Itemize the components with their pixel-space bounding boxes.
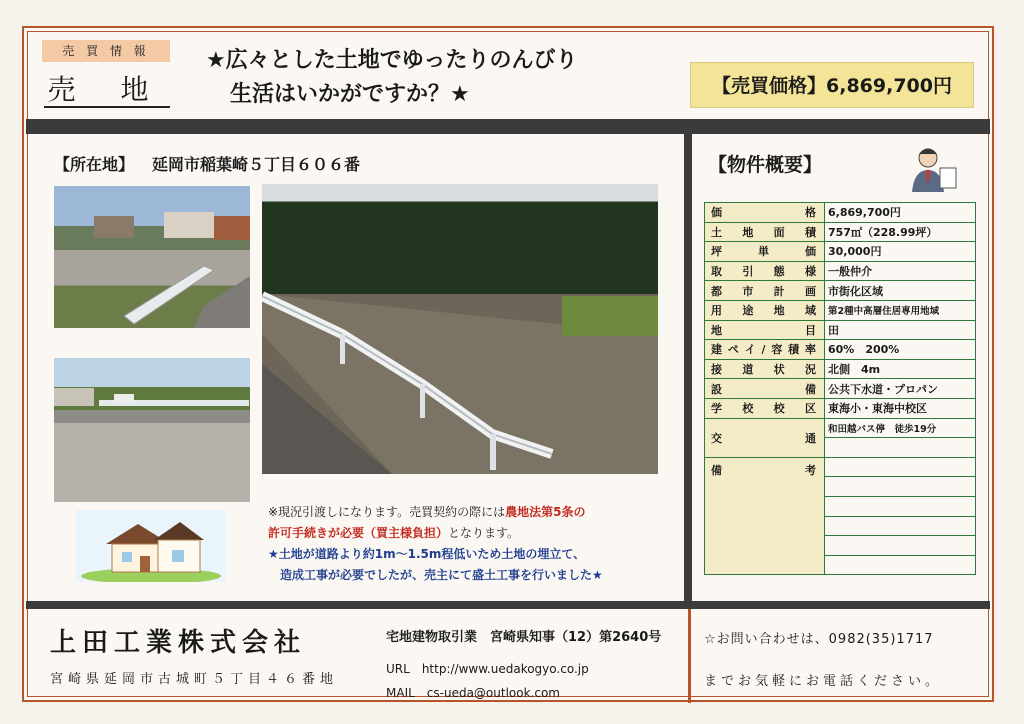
row-key: 坪単価 — [705, 242, 825, 262]
row-key: 接道状況 — [705, 359, 825, 379]
flyer-sheet — [22, 26, 994, 702]
row-key: 用途地域 — [705, 300, 825, 320]
row-value-empty — [825, 536, 976, 556]
company-name: 上田工業株式会社 — [50, 628, 307, 658]
row-key: 地目 — [705, 320, 825, 340]
listing-type: 売 地 — [44, 72, 170, 108]
company-address: 宮崎県延岡市古城町５丁目４６番地 — [50, 672, 339, 687]
table-row — [705, 300, 976, 320]
table-row — [705, 340, 976, 360]
row-value: 第2種中高層住居専用地域 — [825, 300, 976, 320]
remark-2-a: ★土地が道路より約1m～1.5m程低いため土地の埋立て、 — [268, 547, 586, 561]
website — [386, 662, 589, 676]
license-number: 宅地建物取引業 宮崎県知事（12）第2640号 — [386, 630, 662, 645]
row-key: 取引態様 — [705, 261, 825, 281]
row-value: 東海小・東海中校区 — [825, 398, 976, 418]
overview-table — [704, 202, 976, 575]
row-value: 一般仲介 — [825, 261, 976, 281]
table-row — [705, 418, 976, 438]
remark-2-b: 造成工事が必要でしたが、売主にて盛土工事を行いました★ — [280, 568, 603, 582]
row-key: 設備 — [705, 379, 825, 399]
table-row — [705, 320, 976, 340]
row-key: 土地面積 — [705, 222, 825, 242]
table-row — [705, 379, 976, 399]
row-value: 和田越バス停 徒歩19分 — [825, 418, 976, 438]
catch-line-1: ★広々とした土地でゆったりのんびり — [206, 48, 578, 73]
remark-1-b: 農地法第5条の — [505, 505, 586, 519]
photo-street-view — [54, 186, 250, 328]
row-value-empty — [825, 555, 976, 575]
table-row — [705, 222, 976, 242]
agent-icon — [904, 144, 960, 192]
header-divider — [26, 119, 990, 134]
remark-1-c: 許可手続きが必要（買主様負担） — [268, 526, 449, 540]
table-row — [705, 242, 976, 262]
overview-title: 【物件概要】 — [708, 154, 823, 176]
email — [386, 686, 560, 700]
row-value-empty — [825, 477, 976, 497]
row-key: 交通 — [705, 418, 825, 457]
table-row — [705, 359, 976, 379]
catch-copy — [206, 44, 578, 112]
location-label: 【所在地】 — [54, 155, 135, 174]
row-value: 北側 4m — [825, 359, 976, 379]
row-value — [825, 457, 976, 477]
url-label: URL — [386, 662, 410, 676]
table-row — [705, 203, 976, 223]
table-row — [705, 398, 976, 418]
row-value: 6,869,700円 — [825, 203, 976, 223]
price-banner: 【売買価格】6,869,700円 — [690, 62, 974, 108]
table-row — [705, 261, 976, 281]
row-value: 市街化区域 — [825, 281, 976, 301]
house-illustration — [76, 510, 226, 582]
remark-2 — [268, 544, 672, 586]
remarks — [268, 502, 672, 586]
url-link[interactable]: http://www.uedakogyo.co.jp — [421, 662, 589, 676]
catch-line-2: 生活はいかがですか？★ — [230, 82, 470, 107]
row-value: 30,000円 — [825, 242, 976, 262]
remark-1-a: ※現況引渡しになります。売買契約の際には — [268, 505, 506, 519]
row-key: 価格 — [705, 203, 825, 223]
location-value: 延岡市稲葉崎５丁目６０６番 — [152, 155, 361, 174]
row-key: 都市計画 — [705, 281, 825, 301]
row-value-empty — [825, 438, 976, 458]
row-value-empty — [825, 496, 976, 516]
remark-1-d: となります。 — [448, 526, 520, 540]
row-value-empty — [825, 516, 976, 536]
remark-1 — [268, 502, 672, 544]
row-value: 田 — [825, 320, 976, 340]
table-row — [705, 281, 976, 301]
info-tag: 売 買 情 報 — [42, 40, 170, 62]
row-value: 757㎡（228.99坪） — [825, 222, 976, 242]
contact-note: までお気軽にお電話ください。 — [704, 674, 943, 689]
row-value: 60% 200% — [825, 340, 976, 360]
mail-link[interactable]: cs-ueda@outlook.com — [426, 686, 560, 700]
row-value: 公共下水道・プロパン — [825, 379, 976, 399]
photo-lot-main — [262, 184, 658, 474]
panel-divider — [684, 134, 692, 601]
location — [54, 152, 360, 175]
photo-lot-side — [54, 358, 250, 502]
contact-phone: ☆お問い合わせは、0982(35)1717 — [704, 632, 934, 647]
footer-vertical-divider — [688, 609, 691, 703]
row-key: 備考 — [705, 457, 825, 575]
row-key: 学校校区 — [705, 398, 825, 418]
table-row — [705, 457, 976, 477]
row-key: 建ペイ/容積率 — [705, 340, 825, 360]
footer-divider — [26, 601, 990, 609]
mail-label: MAIL — [386, 686, 415, 700]
